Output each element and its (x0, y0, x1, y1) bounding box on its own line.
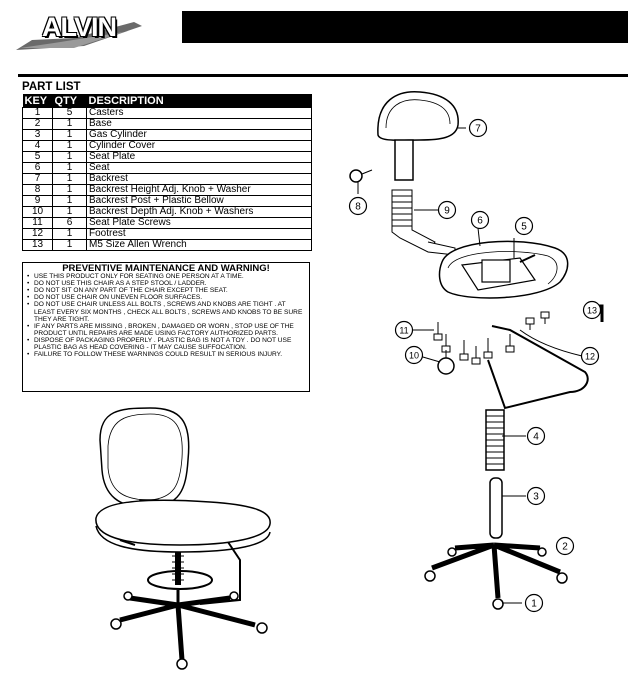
callout-number: 3 (533, 491, 539, 503)
callout-11 (396, 322, 413, 339)
warning-title: PREVENTIVE MAINTENANCE AND WARNING! (62, 263, 270, 274)
callout-9 (439, 202, 456, 219)
warning-item: • DO NOT USE CHAIR UNLESS ALL BOLTS , SCREWS AND KNOBS ARE TIGHT . AT LEAST EVERY SIX MONTHS , CHECK ALL BOLTS , SCREWS AND KNOBS TO BE SURE THEY ARE TIGHT. (27, 301, 306, 322)
part-description-cell: Seat Plate Screws (87, 218, 312, 229)
part-key-cell: 1 (23, 108, 53, 119)
part-description-cell: Gas Cylinder (87, 130, 312, 141)
part-key-cell: 8 (23, 185, 53, 196)
column-header-description: DESCRIPTION (87, 94, 312, 108)
part-description-cell: Cylinder Cover (87, 141, 312, 152)
part-qty-cell: 1 (53, 130, 87, 141)
callout-number: 5 (521, 221, 527, 233)
part-key-cell: 3 (23, 130, 53, 141)
part-description-cell: Backrest Post + Plastic Bellow (87, 196, 312, 207)
part-key-cell: 12 (23, 229, 53, 240)
part-qty-cell: 1 (53, 119, 87, 130)
logo-wordmark: ALVIN (42, 12, 116, 42)
callout-10 (406, 347, 423, 364)
callout-number: 6 (477, 215, 483, 227)
part-qty-cell: 1 (53, 163, 87, 174)
part-key-cell: 2 (23, 119, 53, 130)
callout-number: 1 (531, 598, 537, 610)
part-qty-cell: 1 (53, 152, 87, 163)
part-description-cell: Seat (87, 163, 312, 174)
part-key-cell: 11 (23, 218, 53, 229)
callout-2 (557, 538, 574, 555)
part-description-cell: Casters (87, 108, 312, 119)
part-list-title: PART LIST (22, 81, 81, 93)
part-qty-cell: 1 (53, 141, 87, 152)
column-header-key: KEY (23, 94, 53, 108)
part-qty-cell: 1 (53, 196, 87, 207)
part-description-cell: Seat Plate (87, 152, 312, 163)
callout-number: 2 (562, 541, 568, 553)
part-qty-cell: 1 (53, 229, 87, 240)
callout-number: 7 (475, 123, 481, 135)
warning-item: • DO NOT USE CHAIR ON UNEVEN FLOOR SURFACES. (27, 294, 306, 301)
callout-6 (472, 212, 489, 229)
callout-7 (470, 120, 487, 137)
callout-number: 11 (399, 325, 409, 336)
callout-labels (350, 120, 601, 612)
part-key-cell: 9 (23, 196, 53, 207)
warning-item: • DO NOT USE THIS CHAIR AS A STEP STOOL / LADDER. (27, 280, 306, 287)
callout-4 (528, 428, 545, 445)
part-key-cell: 10 (23, 207, 53, 218)
callout-number: 9 (444, 205, 450, 217)
callout-8 (350, 198, 367, 215)
part-description-cell: Backrest Height Adj. Knob + Washer (87, 185, 312, 196)
warning-item: • USE THIS PRODUCT ONLY FOR SEATING ONE PERSON AT A TIME. (27, 273, 306, 280)
assembled-chair-illustration (96, 408, 270, 669)
column-header-qty: QTY (53, 94, 87, 108)
warning-item: • DISPOSE OF PACKAGING PROPERLY . PLASTIC BAG IS NOT A TOY . DO NOT USE PLASTIC BAG AS HEAD COVERING - IT MAY CAUSE SUFFOCATION. (27, 337, 306, 351)
part-qty-cell: 1 (53, 174, 87, 185)
part-qty-cell: 1 (53, 240, 87, 251)
part-description-cell: Backrest (87, 174, 312, 185)
callout-number: 4 (533, 431, 539, 443)
warning-item: • DO NOT SIT ON ANY PART OF THE CHAIR EXCEPT THE SEAT. (27, 287, 306, 294)
part-key-cell: 7 (23, 174, 53, 185)
callout-5 (516, 218, 533, 235)
part-description-cell: Base (87, 119, 312, 130)
callout-1 (526, 595, 543, 612)
callout-3 (528, 488, 545, 505)
part-qty-cell: 1 (53, 207, 87, 218)
part-key-cell: 6 (23, 163, 53, 174)
warning-item: • IF ANY PARTS ARE MISSING , BROKEN , DAMAGED OR WORN , STOP USE OF THE PRODUCT UNTIL REPAIRS ARE MADE USING FACTORY AUTHORIZED PARTS. (27, 323, 306, 337)
part-qty-cell: 6 (53, 218, 87, 229)
part-key-cell: 5 (23, 152, 53, 163)
callout-number: 8 (355, 201, 361, 213)
callout-13 (584, 302, 601, 319)
part-key-cell: 13 (23, 240, 53, 251)
part-key-cell: 4 (23, 141, 53, 152)
callout-number: 13 (586, 305, 598, 316)
warning-item: • FAILURE TO FOLLOW THESE WARNINGS COULD RESULT IN SERIOUS INJURY. (27, 351, 306, 358)
callout-number: 10 (408, 350, 420, 361)
part-description-cell: Footrest (87, 229, 312, 240)
part-qty-cell: 1 (53, 185, 87, 196)
part-description-cell: Backrest Depth Adj. Knob + Washers (87, 207, 312, 218)
part-description-cell: M5 Size Allen Wrench (87, 240, 312, 251)
part-qty-cell: 5 (53, 108, 87, 119)
callout-12 (582, 348, 599, 365)
exploded-view-illustration (350, 92, 602, 609)
callout-number: 12 (584, 351, 596, 362)
